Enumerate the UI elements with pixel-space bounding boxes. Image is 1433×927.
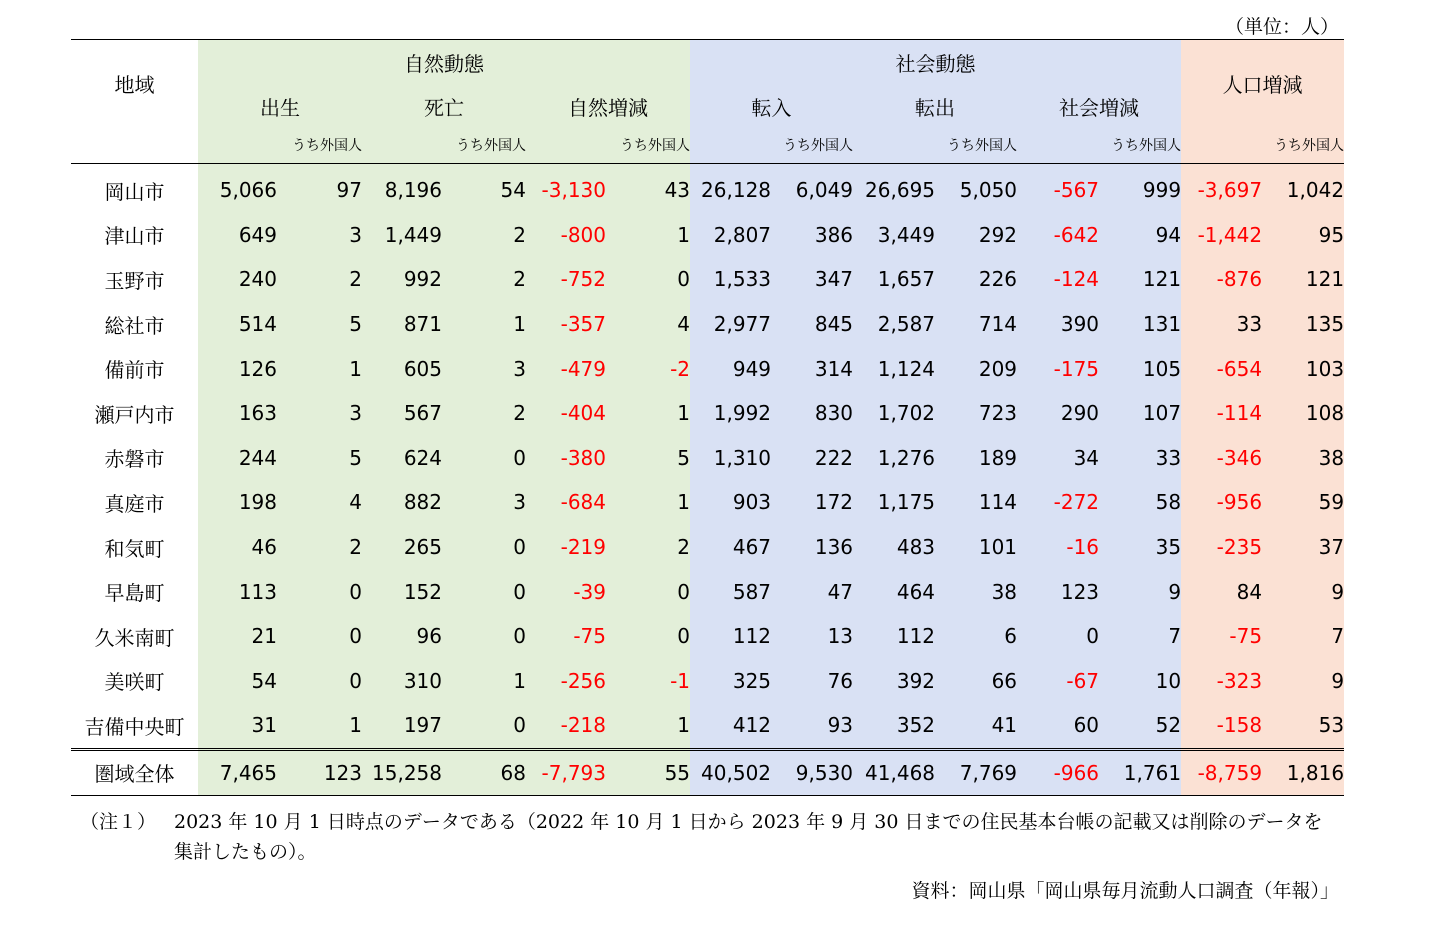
table-cell: 624 xyxy=(362,436,442,481)
table-cell: -7,793 xyxy=(526,749,606,795)
table-cell: 949 xyxy=(690,346,771,391)
table-cell: 1,124 xyxy=(853,346,935,391)
region-name: 真庭市 xyxy=(104,491,165,516)
table-cell: -654 xyxy=(1181,346,1262,391)
table-cell: 131 xyxy=(1099,302,1181,347)
region-name: 赤磐市 xyxy=(104,447,165,472)
table-cell: 189 xyxy=(935,436,1017,481)
table-cell: 2 xyxy=(442,257,526,302)
header-foreign: うち外国人 xyxy=(771,127,853,164)
table-cell: 60 xyxy=(1017,703,1099,749)
table-cell: -124 xyxy=(1017,257,1099,302)
table-cell: 0 xyxy=(442,525,526,570)
table-cell: -380 xyxy=(526,436,606,481)
header-move-in: 転入 xyxy=(690,85,853,127)
table-cell: 1 xyxy=(277,703,362,749)
table-cell: -323 xyxy=(1181,659,1262,704)
table-cell: -235 xyxy=(1181,525,1262,570)
table-cell: 514 xyxy=(198,302,277,347)
table-cell: 35 xyxy=(1099,525,1181,570)
table-cell: 244 xyxy=(198,436,277,481)
header-pop-change: 人口増減 xyxy=(1181,40,1344,128)
table-cell: 845 xyxy=(771,302,853,347)
table-cell: 121 xyxy=(1099,257,1181,302)
header-deaths: 死亡 xyxy=(362,85,526,127)
table-cell: 1 xyxy=(277,346,362,391)
table-row xyxy=(71,164,1344,213)
table-cell: -479 xyxy=(526,346,606,391)
table-cell: 1,702 xyxy=(853,391,935,436)
table-row xyxy=(71,569,1344,614)
table-cell: 222 xyxy=(771,436,853,481)
table-cell: 3 xyxy=(442,480,526,525)
table-row xyxy=(71,525,1344,570)
table-cell: 197 xyxy=(362,703,442,749)
table-cell: 123 xyxy=(1017,569,1099,614)
table-cell: 136 xyxy=(771,525,853,570)
table-cell: 2 xyxy=(606,525,690,570)
table-cell: 1,276 xyxy=(853,436,935,481)
table-cell: 7 xyxy=(1099,614,1181,659)
table-cell: 7,465 xyxy=(198,749,277,795)
table-cell: 76 xyxy=(771,659,853,704)
table-row xyxy=(71,346,1344,391)
table-cell: 1,310 xyxy=(690,436,771,481)
region-name: 総社市 xyxy=(104,313,165,338)
table-cell: -8,759 xyxy=(1181,749,1262,795)
table-cell: 41,468 xyxy=(853,749,935,795)
table-cell: 112 xyxy=(853,614,935,659)
table-row xyxy=(71,703,1344,749)
population-movement-table xyxy=(71,39,1344,796)
table-cell: -256 xyxy=(526,659,606,704)
table-cell: 107 xyxy=(1099,391,1181,436)
table-cell: 0 xyxy=(442,703,526,749)
table-cell: -966 xyxy=(1017,749,1099,795)
table-cell: 830 xyxy=(771,391,853,436)
table-cell: 9 xyxy=(1099,569,1181,614)
table-cell: 1 xyxy=(442,302,526,347)
table-cell: 226 xyxy=(935,257,1017,302)
table-cell: 386 xyxy=(771,213,853,258)
table-cell: 0 xyxy=(442,436,526,481)
region-name: 瀬戸内市 xyxy=(94,402,175,427)
table-cell: 172 xyxy=(771,480,853,525)
table-cell: 4 xyxy=(277,480,362,525)
table-cell: 0 xyxy=(277,614,362,659)
table-cell: -114 xyxy=(1181,391,1262,436)
table-cell: 13 xyxy=(771,614,853,659)
table-cell: 10 xyxy=(1099,659,1181,704)
table-cell: 5 xyxy=(606,436,690,481)
table-cell: 290 xyxy=(1017,391,1099,436)
region-name: 備前市 xyxy=(104,358,165,383)
table-cell: -346 xyxy=(1181,436,1262,481)
table-cell: 6 xyxy=(935,614,1017,659)
table-cell: 5 xyxy=(277,436,362,481)
header-births: 出生 xyxy=(198,85,362,127)
table-cell: -16 xyxy=(1017,525,1099,570)
table-body xyxy=(71,164,1344,750)
table-cell: 3 xyxy=(442,346,526,391)
source-credit: 資料：岡山県「岡山県毎月流動人口調査（年報）」 xyxy=(911,880,1339,902)
region-name: 久米南町 xyxy=(94,625,175,650)
table-cell: 2,977 xyxy=(690,302,771,347)
table-cell: 84 xyxy=(1181,569,1262,614)
table-cell: 26,695 xyxy=(853,164,935,213)
table-cell: -642 xyxy=(1017,213,1099,258)
table-row xyxy=(71,391,1344,436)
table-cell: 108 xyxy=(1262,391,1344,436)
table-cell: 1,533 xyxy=(690,257,771,302)
table-cell: 43 xyxy=(606,164,690,213)
table-cell: 5 xyxy=(277,302,362,347)
table-cell: 123 xyxy=(277,749,362,795)
region-name: 圏域全体 xyxy=(71,749,198,795)
table-cell: 96 xyxy=(362,614,442,659)
table-cell: 59 xyxy=(1262,480,1344,525)
table-cell: 53 xyxy=(1262,703,1344,749)
table-cell: 41 xyxy=(935,703,1017,749)
table-cell: 3,449 xyxy=(853,213,935,258)
table-cell: -75 xyxy=(1181,614,1262,659)
region-name: 津山市 xyxy=(104,224,165,249)
table-cell: 0 xyxy=(1017,614,1099,659)
total-row xyxy=(71,749,1344,795)
region-name: 美咲町 xyxy=(104,670,165,695)
header-foreign: うち外国人 xyxy=(277,127,362,164)
table-cell: 347 xyxy=(771,257,853,302)
table-cell: 464 xyxy=(853,569,935,614)
table-cell: -3,130 xyxy=(526,164,606,213)
header-foreign: うち外国人 xyxy=(935,127,1017,164)
table-cell: -39 xyxy=(526,569,606,614)
table-cell: 392 xyxy=(853,659,935,704)
table-cell: -67 xyxy=(1017,659,1099,704)
table-cell: 412 xyxy=(690,703,771,749)
table-cell: 33 xyxy=(1181,302,1262,347)
table-cell: 723 xyxy=(935,391,1017,436)
table-cell: 9,530 xyxy=(771,749,853,795)
table-cell: 2,587 xyxy=(853,302,935,347)
table-cell: 112 xyxy=(690,614,771,659)
table-cell: -272 xyxy=(1017,480,1099,525)
header-social: 社会動態 xyxy=(690,40,1181,86)
table-cell: 1,449 xyxy=(362,213,442,258)
table-cell: 8,196 xyxy=(362,164,442,213)
table-cell: 0 xyxy=(277,569,362,614)
region-name: 玉野市 xyxy=(104,268,165,293)
table-cell: -876 xyxy=(1181,257,1262,302)
table-cell: 114 xyxy=(935,480,1017,525)
table-cell: 198 xyxy=(198,480,277,525)
table-cell: 58 xyxy=(1099,480,1181,525)
header-foreign: うち外国人 xyxy=(606,127,690,164)
table-cell: 0 xyxy=(442,569,526,614)
region-name: 岡山市 xyxy=(104,179,165,204)
table-cell: 126 xyxy=(198,346,277,391)
table-cell: 390 xyxy=(1017,302,1099,347)
table-cell: 54 xyxy=(442,164,526,213)
table-cell: 325 xyxy=(690,659,771,704)
table-cell: 2 xyxy=(277,525,362,570)
table-cell: 3 xyxy=(277,391,362,436)
note-label: （注１） xyxy=(80,811,157,833)
header-natural-change: 自然増減 xyxy=(526,85,690,127)
table-row xyxy=(71,480,1344,525)
table-cell: 26,128 xyxy=(690,164,771,213)
table-cell: 54 xyxy=(198,659,277,704)
table-cell: 587 xyxy=(690,569,771,614)
table-cell: 1,175 xyxy=(853,480,935,525)
table-cell: -404 xyxy=(526,391,606,436)
table-cell: 1,657 xyxy=(853,257,935,302)
table-cell: 94 xyxy=(1099,213,1181,258)
table-cell: 37 xyxy=(1262,525,1344,570)
table-cell: 882 xyxy=(362,480,442,525)
table-cell: 9 xyxy=(1262,569,1344,614)
table-cell: 0 xyxy=(606,569,690,614)
table-cell: 105 xyxy=(1099,346,1181,391)
table-row xyxy=(71,614,1344,659)
header-social-change: 社会増減 xyxy=(1017,85,1181,127)
unit-label: （単位：人） xyxy=(1224,16,1339,38)
region-name: 吉備中央町 xyxy=(84,714,185,739)
table-cell: 240 xyxy=(198,257,277,302)
table-cell: 52 xyxy=(1099,703,1181,749)
table-cell: 0 xyxy=(606,614,690,659)
table-cell: 1 xyxy=(442,659,526,704)
table-row xyxy=(71,659,1344,704)
header-foreign: うち外国人 xyxy=(1099,127,1181,164)
table-cell: 0 xyxy=(442,614,526,659)
table-cell: 2 xyxy=(442,391,526,436)
table-cell: 15,258 xyxy=(362,749,442,795)
table-cell: 135 xyxy=(1262,302,1344,347)
table-cell: 265 xyxy=(362,525,442,570)
table-cell: 314 xyxy=(771,346,853,391)
table-cell: 101 xyxy=(935,525,1017,570)
table-row xyxy=(71,302,1344,347)
table-cell: 467 xyxy=(690,525,771,570)
table-cell: 121 xyxy=(1262,257,1344,302)
table-cell: 113 xyxy=(198,569,277,614)
table-cell: 483 xyxy=(853,525,935,570)
table-cell: 34 xyxy=(1017,436,1099,481)
table-cell: 66 xyxy=(935,659,1017,704)
table-cell: 47 xyxy=(771,569,853,614)
table-cell: 103 xyxy=(1262,346,1344,391)
table-cell: 2 xyxy=(277,257,362,302)
table-cell: 7 xyxy=(1262,614,1344,659)
region-name: 早島町 xyxy=(104,581,165,606)
table-cell: 93 xyxy=(771,703,853,749)
table-cell: 21 xyxy=(198,614,277,659)
table-cell: 292 xyxy=(935,213,1017,258)
table-cell: 5,050 xyxy=(935,164,1017,213)
table-row xyxy=(71,213,1344,258)
header-foreign: うち外国人 xyxy=(1262,127,1344,164)
table-cell: -1 xyxy=(606,659,690,704)
table-cell: 567 xyxy=(362,391,442,436)
table-cell: -219 xyxy=(526,525,606,570)
table-cell: -567 xyxy=(1017,164,1099,213)
table-cell: -158 xyxy=(1181,703,1262,749)
table-cell: 163 xyxy=(198,391,277,436)
table-cell: 714 xyxy=(935,302,1017,347)
table-cell: 55 xyxy=(606,749,690,795)
header-natural: 自然動態 xyxy=(198,40,690,86)
table-cell: 352 xyxy=(853,703,935,749)
table-cell: -752 xyxy=(526,257,606,302)
table-cell: 1,816 xyxy=(1262,749,1344,795)
table-cell: -75 xyxy=(526,614,606,659)
table-cell: 97 xyxy=(277,164,362,213)
table-cell: 1,042 xyxy=(1262,164,1344,213)
table-cell: 1 xyxy=(606,703,690,749)
table-cell: 38 xyxy=(1262,436,1344,481)
table-cell: 0 xyxy=(277,659,362,704)
table-cell: 999 xyxy=(1099,164,1181,213)
header-move-out: 転出 xyxy=(853,85,1017,127)
table-cell: -218 xyxy=(526,703,606,749)
table-cell: 152 xyxy=(362,569,442,614)
table-cell: 1 xyxy=(606,213,690,258)
table-cell: -800 xyxy=(526,213,606,258)
header-region: 地域 xyxy=(71,40,198,128)
table-cell: -3,697 xyxy=(1181,164,1262,213)
table-cell: 9 xyxy=(1262,659,1344,704)
table-row xyxy=(71,436,1344,481)
table-cell: 0 xyxy=(606,257,690,302)
table-cell: 40,502 xyxy=(690,749,771,795)
table-cell: 4 xyxy=(606,302,690,347)
table-cell: 3 xyxy=(277,213,362,258)
table-cell: -956 xyxy=(1181,480,1262,525)
table-cell: 46 xyxy=(198,525,277,570)
table-cell: 871 xyxy=(362,302,442,347)
table-cell: 7,769 xyxy=(935,749,1017,795)
table-cell: 31 xyxy=(198,703,277,749)
table-cell: 1 xyxy=(606,480,690,525)
table-cell: 5,066 xyxy=(198,164,277,213)
table-cell: 38 xyxy=(935,569,1017,614)
table-cell: -2 xyxy=(606,346,690,391)
table-cell: 68 xyxy=(442,749,526,795)
table-cell: 992 xyxy=(362,257,442,302)
note-text: 2023 年 10 月 1 日時点のデータである（2022 年 10 月 1 日から 2023 年 9 月 30 日までの住民基本台帳の記載又は削除のデータを集計したもの）。 xyxy=(174,811,1323,863)
table-cell: 33 xyxy=(1099,436,1181,481)
table-cell: 209 xyxy=(935,346,1017,391)
table-cell: -175 xyxy=(1017,346,1099,391)
region-name: 和気町 xyxy=(104,536,165,561)
table-cell: 95 xyxy=(1262,213,1344,258)
table-cell: 2,807 xyxy=(690,213,771,258)
table-cell: 1 xyxy=(606,391,690,436)
table-cell: 310 xyxy=(362,659,442,704)
table-row xyxy=(71,257,1344,302)
table-cell: -1,442 xyxy=(1181,213,1262,258)
table-cell: 1,992 xyxy=(690,391,771,436)
table-cell: 1,761 xyxy=(1099,749,1181,795)
table-cell: 605 xyxy=(362,346,442,391)
table-cell: -357 xyxy=(526,302,606,347)
table-cell: 649 xyxy=(198,213,277,258)
table-cell: 2 xyxy=(442,213,526,258)
header-foreign: うち外国人 xyxy=(442,127,526,164)
table-cell: 6,049 xyxy=(771,164,853,213)
table-cell: 903 xyxy=(690,480,771,525)
table-cell: -684 xyxy=(526,480,606,525)
